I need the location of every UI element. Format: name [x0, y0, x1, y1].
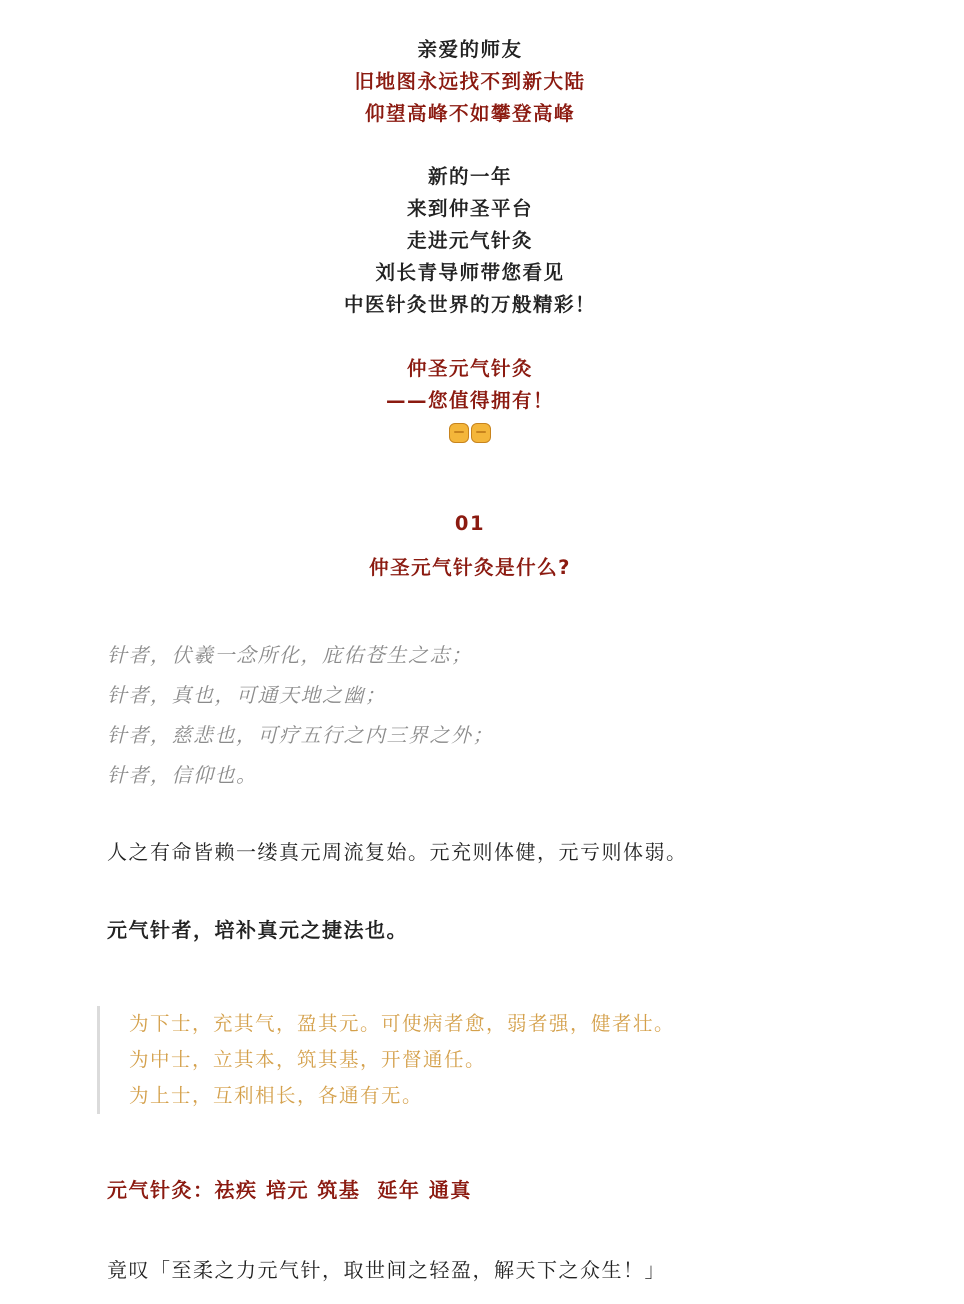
welcome-line: 新的一年 — [427, 165, 512, 188]
poem-line: 针者，慈悲也，可疗五行之内三界之外； — [107, 723, 494, 747]
poem-line: 针者，真也，可通天地之幽； — [107, 683, 387, 707]
brand-block — [0, 353, 940, 449]
section-number: 01 — [454, 512, 486, 535]
blockquote — [97, 1006, 900, 1114]
paragraph-2: 元气针者，培补真元之捷法也。 — [107, 918, 408, 942]
effects-line: 元气针灸：祛疾 培元 筑基 延年 通真 — [107, 1178, 472, 1202]
effects-block — [107, 1174, 927, 1206]
quote-line: 为下士，充其气，盈其元。可使病者愈，弱者强，健者壮。 — [129, 1012, 676, 1035]
paragraph-block — [107, 836, 927, 868]
quote-line: 为中士，立其本，筑其基，开督通任。 — [129, 1048, 487, 1071]
paragraph-block — [107, 914, 927, 946]
quote-line: 为上士，互利相长，各通有无。 — [129, 1084, 424, 1107]
greeting: 亲爱的师友 — [417, 38, 523, 61]
closing-line: 竟叹「至柔之力元气针，取世间之轻盈，解天下之众生！」 — [107, 1258, 666, 1282]
poem-block — [107, 635, 927, 795]
section-title-block — [0, 552, 940, 584]
emoji-row — [0, 417, 940, 449]
brand-name: 仲圣元气针灸 — [406, 357, 533, 380]
closing-block — [107, 1254, 927, 1286]
welcome-block — [0, 161, 940, 321]
fist-emoji-icon — [449, 423, 469, 443]
welcome-line: 刘长青导师带您看见 — [375, 261, 565, 284]
paragraph-1: 人之有命皆赖一缕真元周流复始。元充则体健，元亏则体弱。 — [107, 840, 688, 864]
slogan-line-1: 旧地图永远找不到新大陆 — [354, 70, 586, 93]
welcome-line: 中医针灸世界的万般精彩！ — [343, 293, 596, 316]
intro-block — [0, 34, 940, 130]
fist-emoji-icon — [471, 423, 491, 443]
section-heading — [0, 508, 940, 540]
welcome-line: 走进元气针灸 — [406, 229, 533, 252]
section-title: 仲圣元气针灸是什么? — [369, 556, 571, 579]
welcome-line: 来到仲圣平台 — [406, 197, 533, 220]
brand-tagline: ——您值得拥有！ — [385, 389, 554, 412]
poem-line: 针者，信仰也。 — [107, 763, 258, 787]
poem-line: 针者，伏羲一念所化，庇佑苍生之志； — [107, 643, 473, 667]
slogan-line-2: 仰望高峰不如攀登高峰 — [364, 102, 575, 125]
